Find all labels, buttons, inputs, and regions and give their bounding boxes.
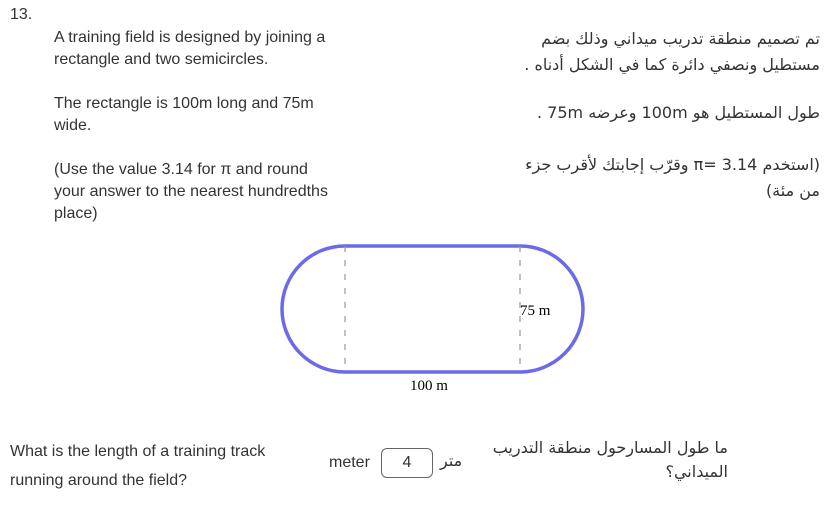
training-field-figure bbox=[270, 232, 600, 402]
question-dimensions-en bbox=[54, 93, 314, 137]
intro-en-line-2: rectangle and two semicircles. bbox=[54, 51, 269, 68]
question-prompt-en bbox=[10, 437, 265, 495]
question-prompt-ar bbox=[478, 436, 728, 484]
prompt-ar-line-2: الميداني؟ bbox=[665, 462, 728, 481]
prompt-en-line-1: What is the length of a training track bbox=[10, 443, 266, 460]
question-intro-en bbox=[54, 27, 325, 71]
intro-ar-line-1: تم تصميم منطقة تدريب ميداني وذلك بضم bbox=[541, 29, 820, 48]
use-ar-line-1: (استخدم 3.14 =π وقرّب إجابتك لأقرب جزء bbox=[525, 155, 820, 174]
question-dimensions-ar: طول المستطيل هو 100m وعرضه 75m . bbox=[536, 103, 820, 122]
dims-en-line-1: The rectangle is 100m long and 75m bbox=[54, 95, 314, 112]
use-en-line-2: your answer to the nearest hundredths bbox=[54, 183, 328, 200]
question-number: 13. bbox=[10, 6, 33, 23]
answer-input[interactable] bbox=[381, 448, 433, 478]
use-ar-line-2: من مئة) bbox=[765, 181, 820, 200]
unit-label-ar: متر bbox=[440, 451, 463, 470]
width-label: 75 m bbox=[520, 303, 551, 319]
prompt-ar-line-1: ما طول المسارحول منطقة التدريب bbox=[492, 438, 728, 457]
intro-ar-line-2: مستطيل ونصفي دائرة كما في الشكل أدناه . bbox=[524, 55, 820, 74]
length-label: 100 m bbox=[410, 378, 448, 394]
use-en-line-3: place) bbox=[54, 205, 98, 222]
use-en-line-1: (Use the value 3.14 for π and round bbox=[54, 161, 308, 178]
question-instructions-en bbox=[54, 159, 328, 225]
dims-en-line-2: wide. bbox=[54, 117, 92, 134]
intro-en-line-1: A training field is designed by joining a bbox=[54, 29, 326, 46]
unit-label-en: meter bbox=[329, 454, 370, 471]
question-instructions-ar bbox=[460, 152, 820, 204]
answer-value: 4 bbox=[402, 454, 412, 471]
prompt-en-line-2: running around the field? bbox=[10, 472, 188, 489]
question-intro-ar bbox=[460, 26, 820, 78]
